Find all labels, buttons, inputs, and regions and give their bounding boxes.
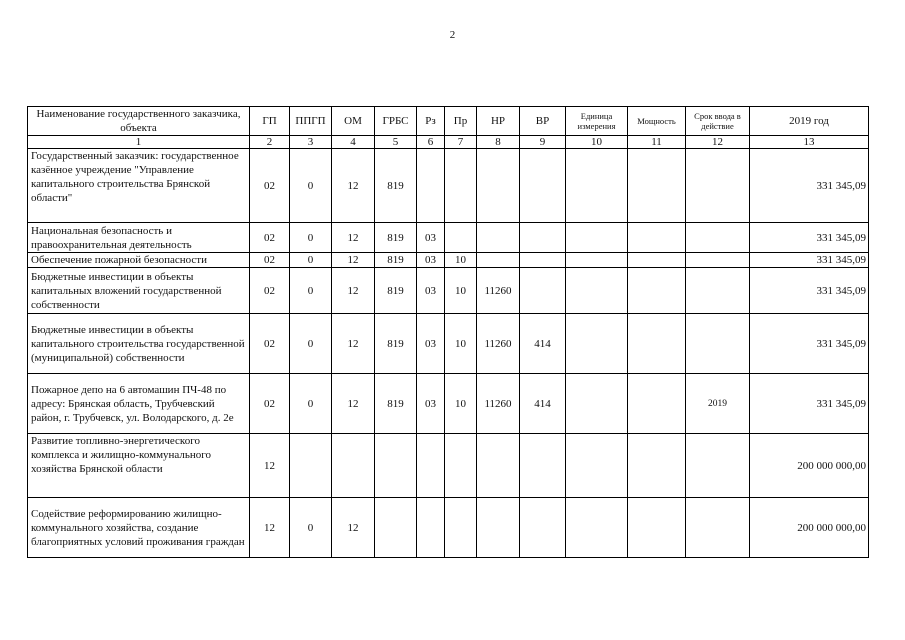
header-year-2019: 2019 год: [750, 107, 869, 136]
cell-grbs: 819: [375, 223, 417, 253]
cell-unit: [566, 498, 628, 558]
cell-gp: 02: [250, 374, 290, 434]
column-number: 3: [290, 136, 332, 149]
header-unit: Единица измерения: [566, 107, 628, 136]
cell-nr: 11260: [477, 268, 520, 314]
cell-total: 331 345,09: [750, 314, 869, 374]
cell-capacity: [628, 149, 686, 223]
cell-capacity: [628, 314, 686, 374]
row-name: Национальная безопасность и правоохранительная деятельность: [28, 223, 250, 253]
row-name: Бюджетные инвестиции в объекты капитальных вложений государственной собственности: [28, 268, 250, 314]
row-name: Обеспечение пожарной безопасности: [28, 253, 250, 268]
cell-unit: [566, 223, 628, 253]
column-number-row: [28, 136, 869, 149]
cell-vr: 414: [520, 374, 566, 434]
column-number: 11: [628, 136, 686, 149]
header-capacity: Мощность: [628, 107, 686, 136]
cell-vr: [520, 498, 566, 558]
table-row: [28, 268, 869, 314]
column-number: 10: [566, 136, 628, 149]
cell-pr: 10: [445, 314, 477, 374]
cell-vr: [520, 253, 566, 268]
cell-unit: [566, 314, 628, 374]
column-number: 12: [686, 136, 750, 149]
cell-grbs: 819: [375, 314, 417, 374]
header-vr: ВР: [520, 107, 566, 136]
page-number: 2: [449, 29, 456, 41]
cell-rz: 03: [417, 253, 445, 268]
cell-grbs: [375, 498, 417, 558]
cell-grbs: 819: [375, 374, 417, 434]
column-number: 7: [445, 136, 477, 149]
cell-gp: 12: [250, 434, 290, 498]
cell-period: [686, 223, 750, 253]
cell-ppgp: [290, 434, 332, 498]
header-name: Наименование государственного заказчика, объекта: [28, 107, 250, 136]
cell-unit: [566, 253, 628, 268]
header-grbs: ГРБС: [375, 107, 417, 136]
cell-capacity: [628, 498, 686, 558]
cell-capacity: [628, 223, 686, 253]
cell-rz: 03: [417, 314, 445, 374]
cell-ppgp: 0: [290, 149, 332, 223]
cell-gp: 02: [250, 314, 290, 374]
cell-ppgp: 0: [290, 314, 332, 374]
header-period: Срок ввода в действие: [686, 107, 750, 136]
cell-ppgp: 0: [290, 268, 332, 314]
cell-period: [686, 149, 750, 223]
cell-period: [686, 434, 750, 498]
column-number: 4: [332, 136, 375, 149]
header-rz: Рз: [417, 107, 445, 136]
cell-nr: 11260: [477, 374, 520, 434]
cell-period: [686, 498, 750, 558]
column-number: 6: [417, 136, 445, 149]
column-number: 1: [28, 136, 250, 149]
cell-vr: [520, 434, 566, 498]
table-row: [28, 498, 869, 558]
cell-grbs: 819: [375, 149, 417, 223]
cell-vr: [520, 268, 566, 314]
column-number: 8: [477, 136, 520, 149]
table-row: [28, 253, 869, 268]
cell-om: 12: [332, 498, 375, 558]
row-name: Развитие топливно-энергетического комплекса и жилищно-коммунального хозяйства Брянской области: [28, 434, 250, 498]
cell-vr: [520, 149, 566, 223]
budget-table: [27, 106, 869, 558]
cell-total: 200 000 000,00: [750, 498, 869, 558]
row-name: Содействие реформированию жилищно-коммунального хозяйства, создание благоприятных условий проживания граждан: [28, 498, 250, 558]
header-om: ОМ: [332, 107, 375, 136]
table-row: [28, 223, 869, 253]
cell-period: 2019: [686, 374, 750, 434]
cell-om: 12: [332, 223, 375, 253]
table-row: [28, 434, 869, 498]
cell-capacity: [628, 268, 686, 314]
cell-period: [686, 268, 750, 314]
cell-om: 12: [332, 268, 375, 314]
cell-nr: [477, 434, 520, 498]
cell-period: [686, 253, 750, 268]
cell-vr: [520, 223, 566, 253]
cell-pr: [445, 223, 477, 253]
column-number: 2: [250, 136, 290, 149]
cell-unit: [566, 434, 628, 498]
cell-ppgp: 0: [290, 374, 332, 434]
header-gp: ГП: [250, 107, 290, 136]
cell-unit: [566, 374, 628, 434]
row-name: Пожарное депо на 6 автомашин ПЧ-48 по адресу: Брянская область, Трубчевский район, г. Трубчевск, ул. Володарского, д. 2е: [28, 374, 250, 434]
cell-nr: [477, 253, 520, 268]
cell-total: 331 345,09: [750, 223, 869, 253]
cell-unit: [566, 268, 628, 314]
cell-om: 12: [332, 314, 375, 374]
cell-gp: 02: [250, 223, 290, 253]
table-row: [28, 314, 869, 374]
cell-vr: 414: [520, 314, 566, 374]
cell-total: 331 345,09: [750, 149, 869, 223]
cell-om: 12: [332, 149, 375, 223]
cell-capacity: [628, 374, 686, 434]
cell-pr: 10: [445, 253, 477, 268]
cell-total: 331 345,09: [750, 253, 869, 268]
cell-grbs: 819: [375, 268, 417, 314]
cell-grbs: 819: [375, 253, 417, 268]
cell-om: 12: [332, 374, 375, 434]
cell-total: 200 000 000,00: [750, 434, 869, 498]
cell-pr: [445, 498, 477, 558]
cell-om: 12: [332, 253, 375, 268]
column-number: 5: [375, 136, 417, 149]
table-row: [28, 374, 869, 434]
cell-period: [686, 314, 750, 374]
cell-gp: 12: [250, 498, 290, 558]
cell-grbs: [375, 434, 417, 498]
cell-total: 331 345,09: [750, 374, 869, 434]
cell-ppgp: 0: [290, 223, 332, 253]
cell-gp: 02: [250, 149, 290, 223]
cell-nr: [477, 498, 520, 558]
cell-rz: [417, 149, 445, 223]
cell-rz: 03: [417, 268, 445, 314]
cell-pr: 10: [445, 374, 477, 434]
header-pr: Пр: [445, 107, 477, 136]
cell-unit: [566, 149, 628, 223]
cell-capacity: [628, 434, 686, 498]
row-name: Государственный заказчик: государственное казённое учреждение "Управление капитального строительства Брянской области": [28, 149, 250, 223]
cell-rz: 03: [417, 374, 445, 434]
header-nr: НР: [477, 107, 520, 136]
cell-total: 331 345,09: [750, 268, 869, 314]
cell-rz: 03: [417, 223, 445, 253]
cell-gp: 02: [250, 253, 290, 268]
table-header-row: [28, 107, 869, 136]
cell-nr: [477, 149, 520, 223]
column-number: 13: [750, 136, 869, 149]
cell-pr: [445, 149, 477, 223]
cell-nr: [477, 223, 520, 253]
cell-pr: [445, 434, 477, 498]
cell-capacity: [628, 253, 686, 268]
row-name: Бюджетные инвестиции в объекты капитального строительства государственной (муниципальной) собственности: [28, 314, 250, 374]
cell-pr: 10: [445, 268, 477, 314]
cell-ppgp: 0: [290, 498, 332, 558]
cell-nr: 11260: [477, 314, 520, 374]
cell-ppgp: 0: [290, 253, 332, 268]
cell-om: [332, 434, 375, 498]
cell-rz: [417, 434, 445, 498]
header-ppgp: ППГП: [290, 107, 332, 136]
cell-gp: 02: [250, 268, 290, 314]
cell-rz: [417, 498, 445, 558]
table-row: [28, 149, 869, 223]
column-number: 9: [520, 136, 566, 149]
